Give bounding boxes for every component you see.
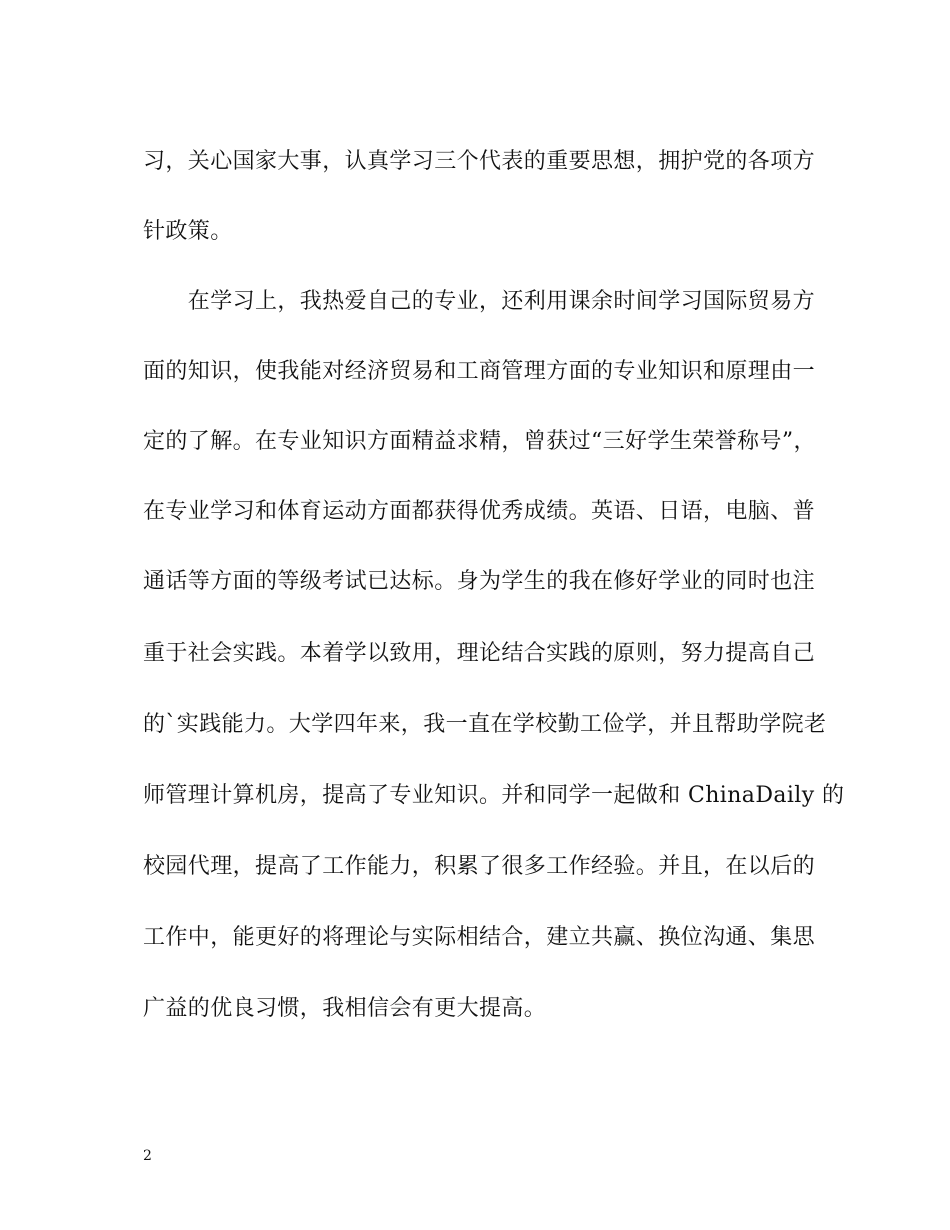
- text-line: 广益的优良习惯，我相信会有更大提高。: [143, 996, 547, 1021]
- page-number: 2: [143, 1148, 152, 1164]
- text-line: 在专业学习和体育运动方面都获得优秀成绩。英语、日语，电脑、普: [143, 499, 816, 524]
- text-line: 通话等方面的等级考试已达标。身为学生的我在修好学业的同时也注: [143, 569, 816, 594]
- text-line: 定的了解。在专业知识方面精益求精，曾获过“三好学生荣誉称号”，: [143, 429, 816, 454]
- text-line: 的`实践能力。大学四年来，我一直在学校勤工俭学，并且帮助学院老: [143, 712, 827, 737]
- text-line: 校园代理，提高了工作能力，积累了很多工作经验。并且，在以后的: [143, 854, 816, 879]
- text-line: 师管理计算机房，提高了专业知识。并和同学一起做和 ChinaDaily 的: [143, 783, 845, 808]
- text-line: 习，关心国家大事，认真学习三个代表的重要思想，拥护党的各项方: [143, 149, 816, 174]
- text-line: 重于社会实践。本着学以致用，理论结合实践的原则，努力提高自己: [143, 641, 816, 666]
- text-line: 在学习上，我热爱自己的专业，还利用课余时间学习国际贸易方: [143, 289, 816, 314]
- text-line: 面的知识，使我能对经济贸易和工商管理方面的专业知识和原理由一: [143, 359, 816, 384]
- text-line: 针政策。: [143, 219, 233, 244]
- text-line: 工作中，能更好的将理论与实际相结合，建立共赢、换位沟通、集思: [143, 925, 816, 950]
